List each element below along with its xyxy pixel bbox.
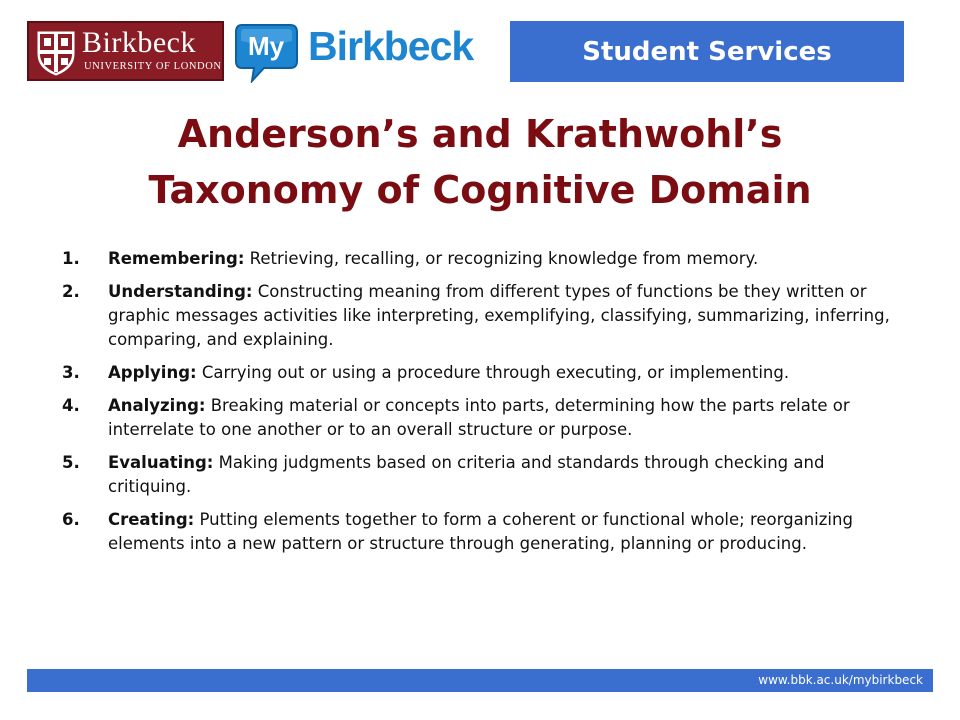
item-number: 6. bbox=[62, 510, 80, 529]
list-item bbox=[62, 451, 912, 499]
item-description: Retrieving, recalling, or recognizing knowledge from memory. bbox=[244, 249, 759, 268]
item-term: Evaluating: bbox=[108, 453, 214, 472]
item-number: 1. bbox=[62, 249, 80, 268]
item-number: 4. bbox=[62, 396, 80, 415]
item-term: Understanding: bbox=[108, 282, 253, 301]
list-item bbox=[62, 508, 912, 556]
list-item bbox=[62, 247, 912, 271]
birkbeck-logo bbox=[27, 21, 224, 81]
item-term: Creating: bbox=[108, 510, 195, 529]
my-birkbeck-logo bbox=[234, 21, 502, 83]
page-title bbox=[40, 106, 920, 218]
item-number: 5. bbox=[62, 453, 80, 472]
title-line-2: Taxonomy of Cognitive Domain bbox=[148, 168, 812, 212]
logo-subtitle: UNIVERSITY OF LONDON bbox=[84, 61, 222, 72]
item-term: Analyzing: bbox=[108, 396, 206, 415]
brand-label: Birkbeck bbox=[308, 23, 474, 69]
item-term: Remembering: bbox=[108, 249, 245, 268]
item-description: Putting elements together to form a coherent or functional whole; reorganizing elements into a new pattern or structure through generating, planning or producing. bbox=[108, 510, 853, 553]
logo-name: Birkbeck bbox=[82, 26, 196, 59]
my-label: My bbox=[247, 31, 285, 61]
section-banner: Student Services bbox=[510, 21, 904, 82]
taxonomy-list bbox=[62, 247, 912, 565]
footer-bar bbox=[27, 669, 933, 692]
birkbeck-crest-icon bbox=[36, 30, 76, 76]
item-description: Making judgments based on criteria and standards through checking and critiquing. bbox=[108, 453, 825, 496]
item-description: Breaking material or concepts into parts, determining how the parts relate or interrelate to one another or to an overall structure or purpose. bbox=[108, 396, 850, 439]
item-description: Carrying out or using a procedure through executing, or implementing. bbox=[196, 363, 790, 382]
item-description: Constructing meaning from different types of functions be they written or graphic messages activities like interpreting, exemplifying, classifying, summarizing, inferring, comparing, and explaining. bbox=[108, 282, 890, 349]
item-number: 2. bbox=[62, 282, 80, 301]
list-item bbox=[62, 361, 912, 385]
item-term: Applying: bbox=[108, 363, 197, 382]
footer-link[interactable]: www.bbk.ac.uk/mybirkbeck bbox=[758, 673, 923, 687]
item-number: 3. bbox=[62, 363, 80, 382]
list-item bbox=[62, 394, 912, 442]
list-item bbox=[62, 280, 912, 352]
title-line-1: Anderson’s and Krathwohl’s bbox=[177, 112, 783, 156]
